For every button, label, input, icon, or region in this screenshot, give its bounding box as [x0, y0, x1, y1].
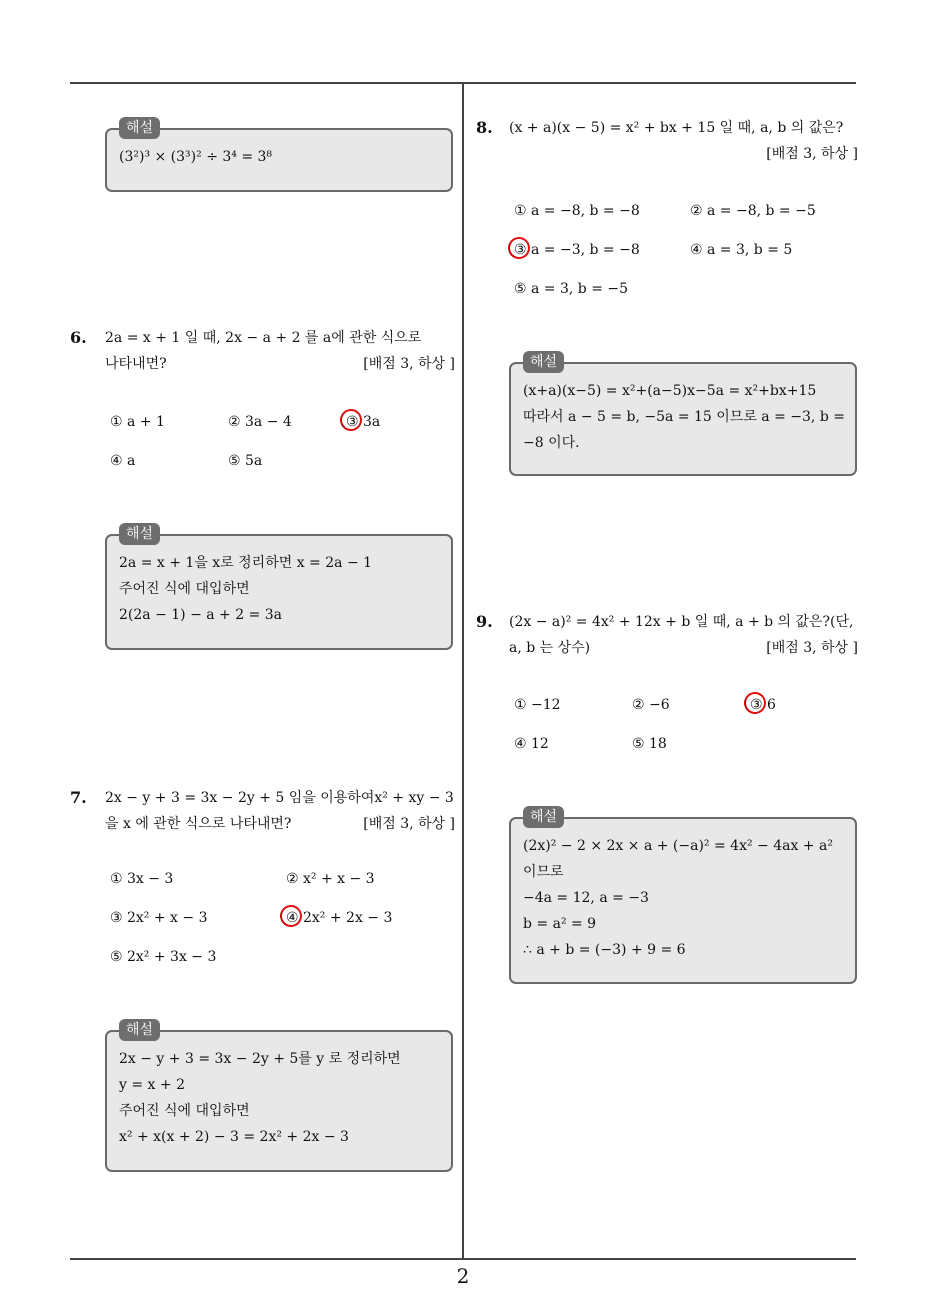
solution-tag: 해설: [119, 523, 160, 545]
solution-line: 2a = x + 1을 x로 정리하면 x = 2a − 1: [119, 555, 373, 571]
solution-line: 2(2a − 1) − a + 2 = 3a: [119, 607, 283, 623]
bottom-rule: [70, 1258, 856, 1260]
solution-tag: 해설: [119, 117, 160, 139]
solution-line: y = x + 2: [119, 1077, 185, 1093]
solution-box-8: [509, 354, 857, 476]
choice-4[interactable]: ④ a = 3, b = 5: [690, 242, 793, 258]
solution-line: 2x − y + 3 = 3x − 2y + 5를 y 로 정리하면: [119, 1051, 401, 1067]
problem-text-line1: 2x − y + 3 = 3x − 2y + 5 임을 이용하여x² + xy − 3: [105, 790, 454, 806]
choice-4[interactable]: ④ a: [110, 453, 136, 469]
solution-tag: 해설: [523, 806, 564, 828]
choice-5[interactable]: ⑤ 5a: [228, 453, 263, 469]
problem-9: [476, 610, 858, 670]
problem-7: [70, 786, 455, 846]
choice-3[interactable]: ③ 3a: [346, 414, 380, 430]
problem-6: [70, 326, 455, 386]
solution-box-5: [105, 120, 453, 192]
problem-text-line1: (x + a)(x − 5) = x² + bx + 15 일 때, a, b 의 값은?: [509, 120, 844, 136]
choices-8: [514, 203, 854, 303]
choice-1[interactable]: ① −12: [514, 697, 561, 713]
solution-line: 이므로: [523, 864, 564, 880]
choice-3[interactable]: ③ a = −3, b = −8: [514, 242, 640, 258]
choice-1[interactable]: ① 3x − 3: [110, 871, 174, 887]
solution-line: b = a² = 9: [523, 916, 597, 932]
solution-line: 주어진 식에 대입하면: [119, 1103, 250, 1119]
solution-line: (2x)² − 2 × 2x × a + (−a)² = 4x² − 4ax + a²: [523, 838, 833, 854]
problem-text-line2: a, b 는 상수): [509, 640, 591, 656]
solution-line: ∴ a + b = (−3) + 9 = 6: [523, 942, 686, 958]
problem-meta: [배점 3, 하상 ]: [363, 356, 455, 372]
problem-text-line1: 2a = x + 1 일 때, 2x − a + 2 를 a에 관한 식으로: [105, 330, 422, 346]
solution-box-7: [105, 1022, 453, 1172]
solution-tag: 해설: [523, 351, 564, 373]
problem-number: 9.: [476, 612, 493, 631]
solution-lines: [523, 833, 845, 963]
choice-1[interactable]: ① a = −8, b = −8: [514, 203, 640, 219]
choice-2[interactable]: ② a = −8, b = −5: [690, 203, 816, 219]
problem-8: [476, 116, 858, 176]
choice-3[interactable]: ③ 2x² + x − 3: [110, 910, 208, 926]
solution-line: −8 이다.: [523, 435, 580, 451]
problem-text-line2: 을 x 에 관한 식으로 나타내면?: [105, 816, 292, 832]
solution-line: 주어진 식에 대입하면: [119, 581, 250, 597]
choice-5[interactable]: ⑤ 2x² + 3x − 3: [110, 949, 217, 965]
problem-number: 7.: [70, 788, 87, 807]
choice-5[interactable]: ⑤ a = 3, b = −5: [514, 281, 629, 297]
problem-meta: [배점 3, 하상 ]: [363, 816, 455, 832]
column-divider: [462, 82, 464, 1258]
solution-line: −4a = 12, a = −3: [523, 890, 649, 906]
problem-number: 8.: [476, 118, 493, 137]
choice-4[interactable]: ④ 12: [514, 736, 549, 752]
solution-box-6: [105, 526, 453, 650]
problem-meta: [배점 3, 하상 ]: [766, 640, 858, 656]
choice-5[interactable]: ⑤ 18: [632, 736, 667, 752]
choices-7: [110, 871, 450, 971]
problem-text-line1: (2x − a)² = 4x² + 12x + b 일 때, a + b 의 값은?(단,: [509, 614, 854, 630]
choice-2[interactable]: ② −6: [632, 697, 670, 713]
solution-line: x² + x(x + 2) − 3 = 2x² + 2x − 3: [119, 1129, 349, 1145]
choice-3[interactable]: ③ 6: [750, 697, 776, 713]
choice-2[interactable]: ② 3a − 4: [228, 414, 292, 430]
solution-line: (3²)³ × (3³)² ÷ 3⁴ = 3⁸: [119, 149, 273, 165]
choices-9: [514, 697, 854, 757]
solution-line: (x+a)(x−5) = x²+(a−5)x−5a = x²+bx+15: [523, 383, 817, 399]
solution-tag: 해설: [119, 1019, 160, 1041]
problem-number: 6.: [70, 328, 87, 347]
problem-text-line2: 나타내면?: [105, 356, 167, 372]
solution-box-9: [509, 809, 857, 984]
solution-lines: [119, 144, 441, 170]
problem-meta: [배점 3, 하상 ]: [766, 146, 858, 162]
choice-2[interactable]: ② x² + x − 3: [286, 871, 375, 887]
choice-1[interactable]: ① a + 1: [110, 414, 165, 430]
choice-4[interactable]: ④ 2x² + 2x − 3: [286, 910, 392, 926]
solution-lines: [523, 378, 845, 456]
solution-line: 따라서 a − 5 = b, −5a = 15 이므로 a = −3, b =: [523, 409, 845, 425]
page-number: 2: [456, 1264, 470, 1288]
choices-6: [110, 414, 450, 474]
solution-lines: [119, 1046, 441, 1150]
solution-lines: [119, 550, 441, 628]
